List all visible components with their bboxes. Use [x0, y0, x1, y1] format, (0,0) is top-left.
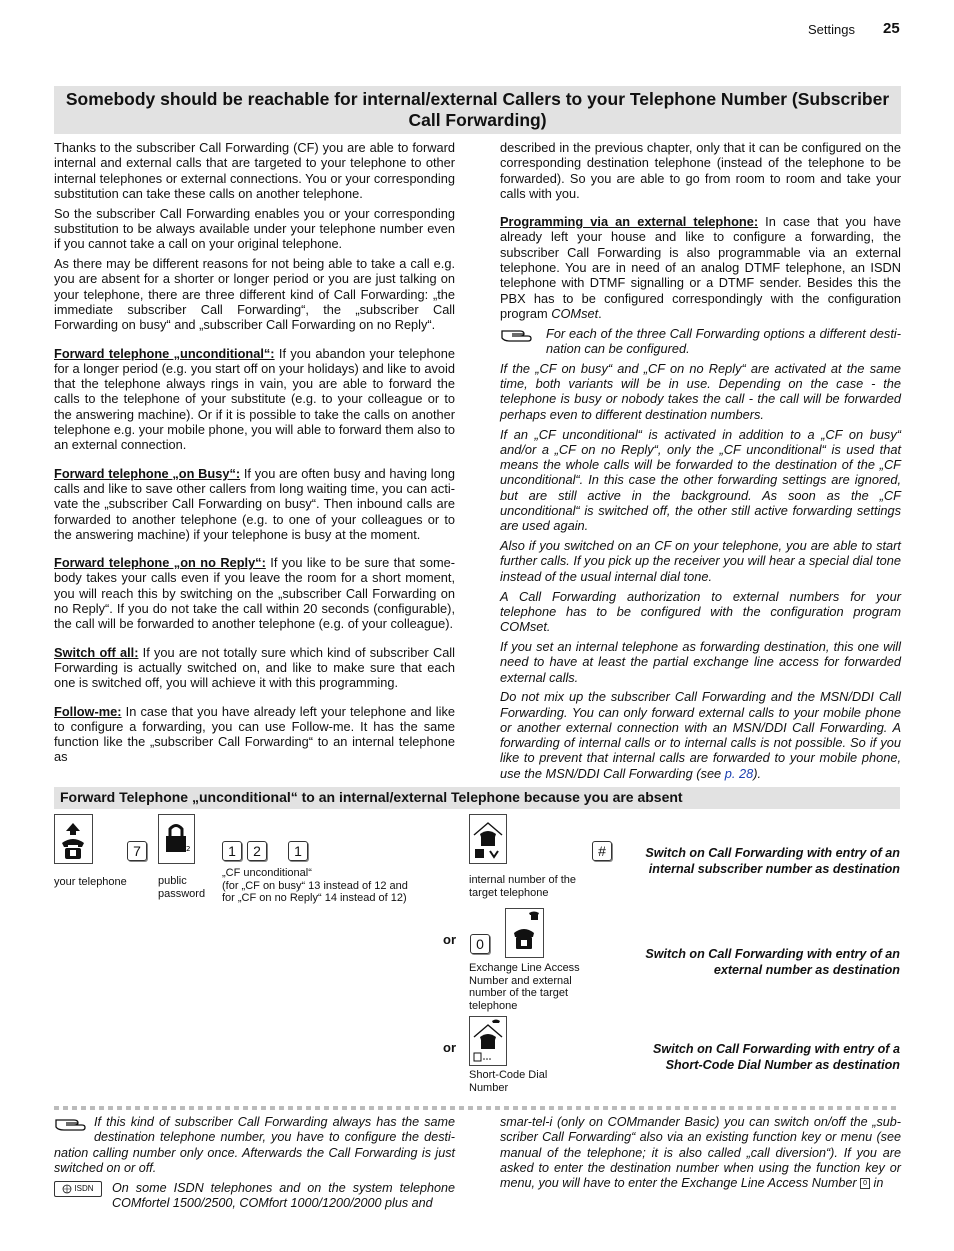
paragraph-busy: Forward telephone „on Busy“: If you are often busy and having long calls and like to save other callers from long waiting time, you can activate the „subscriber Call Forwarding on busy“. Then inbound calls are forwarded to another telephone (e.g. to one of your colleagues or to the answering machine) if your telephone is busy at the moment.	[54, 465, 455, 542]
italic-paragraph: Do not mix up the subscriber Call Forwarding and the MSN/DDI Call Forwarding. You can only forward external calls to your mobile phone or another external connection with an MSN/DDI Call Forwarding. A forwarding of internal calls or to internal calls is not possible. So if you like to prevent that internal calls are forwarded to your mobile phone, use the MSN/DDI Call Forwarding (see p. 28).	[500, 689, 901, 781]
lead-noreply: Forward telephone „on no Reply“:	[54, 555, 266, 571]
caption-internal-number: internal number of the target telephone	[469, 874, 577, 899]
caption-exchange-line: Exchange Line Access Number and external number of the target telephone	[469, 962, 580, 1012]
italic-paragraph: If an „CF unconditional“ is activated in addition to a „CF on busy“ and/or a „CF on no Reply“, only the „CF unconditional“ is used that means the whole calls will be forwarded to the destination of the „CF unconditional“. In this case the other forwarding settings are ignored, but are still active in the background. As soon as the „CF unconditional“ is switched off, the other still active forwarding settings are used again.	[500, 426, 901, 534]
running-header-section: Settings	[808, 22, 855, 37]
padlock-icon	[158, 814, 195, 864]
caption-your-telephone: your telephone	[54, 876, 127, 888]
caption-public-password: public password	[158, 875, 206, 900]
short-code-icon	[469, 1016, 507, 1066]
lead-unconditional: Forward telephone „unconditional“:	[54, 345, 275, 361]
right-column	[500, 140, 901, 786]
key-hash: #	[592, 841, 612, 861]
action-short-code: Switch on Call Forwarding with entry of a Short-Code Dial Number as destination	[653, 1042, 900, 1072]
pointing-hand-icon	[500, 326, 538, 357]
italic-paragraph: If the „CF on busy“ and „CF on no Reply“ are activated at the same time, both variants will be in use. Depending on the case - the telephone is busy or nobody takes the call - the call will be forwarded perhaps even to different destination numbers.	[500, 360, 901, 422]
page-link[interactable]: p. 28	[724, 765, 754, 781]
key-2: 2	[247, 841, 267, 861]
action-external: Switch on Call Forwarding with entry of an external number as destination	[645, 947, 900, 977]
dotted-separator	[54, 1106, 900, 1110]
globe-icon	[62, 1184, 72, 1194]
key-7: 7	[127, 841, 147, 861]
paragraph-programming: Programming via an external telephone: In case that you have already left your house and like to configure a forwarding, the subscriber Call Forwarding is also programmable via an external telephone. You are in need of an analog DTMF telephone, an ISDN telephone with DTMF signalling or a DTMF sender. Besides this the PBX has to be configured correspondingly with the configuration program COMset.	[500, 214, 901, 321]
or-label: or	[443, 932, 456, 947]
italic-paragraph: If you set an internal telephone as forwarding destination, this one will need to have at least the partial exchange line access for forwarded external calls.	[500, 638, 901, 685]
key-1: 1	[288, 841, 308, 861]
main-heading: Somebody should be reachable for internal/external Callers to your Telephone Number (Subscriber Call Forwarding)	[65, 89, 890, 130]
isdn-note: ISDN On some ISDN telephones and on the system telephone COMfortel 1500/2500, COMfort 1000/1200/2000 plus and	[54, 1181, 455, 1212]
lead-followme: Follow-me:	[54, 703, 122, 719]
left-column	[54, 140, 455, 769]
procedure-heading: Forward Telephone „unconditional“ to an internal/external Telephone because you are absent	[60, 789, 683, 805]
paragraph: Thanks to the subscriber Call Forwarding (CF) you are able to forward internal and external calls that are targeted to your telephone to other internal telephones or external connections. You or your corresponding substitution can take these calls on another telephone.	[54, 140, 455, 201]
svg-text:2: 2	[186, 845, 191, 853]
action-internal: Switch on Call Forwarding with entry of an internal subscriber number as destination	[645, 846, 900, 876]
key-0: 0	[470, 934, 490, 954]
telephone-icon	[54, 814, 93, 864]
pointing-hand-icon	[54, 1115, 94, 1132]
note: For each of the three Call Forwarding options a different destination can be configured.	[500, 326, 901, 357]
bottom-right-text: smar-tel-i (only on COMmander Basic) you can switch on/off the „subscriber Call Forwarding“ also via an existing function key or menu (see manual of the telephone; it is also called „call diversion“). If you are asked to enter the destination number when using the function key or menu, you will have to enter the Exchange Line Access Number 0 in	[500, 1115, 901, 1191]
bottom-note: If this kind of subscriber Call Forwarding always has the same destination telephone number, you have to configure the destination calling number only once. Afterwards the Call Forwarding is just switched on or off.	[54, 1115, 455, 1175]
paragraph-followme: Follow-me: In case that you have already left your telephone and like to configure a forwarding, you can use Follow-me. It has the same function like the „subscriber Call Forwarding“ to an internal telephone as	[54, 703, 455, 765]
paragraph: As there may be different reasons for not being able to take a call e.g. you are absent for a shorter or longer period or you are just talking on your telephone, there are three different kind of Call Forwarding: „the immediate subscriber Call Forwarding“, the „subscriber Call Forwarding on busy“ and „subscriber Call Forwarding on no Reply“.	[54, 256, 455, 333]
isdn-badge: ISDN	[54, 1181, 102, 1197]
external-phone-icon	[505, 908, 544, 958]
italic-paragraph: A Call Forwarding authorization to external numbers for your telephone has to be configured with the configuration program COMset.	[500, 588, 901, 635]
caption-short-code: Short-Code Dial Number	[469, 1069, 548, 1094]
lead-switchoff: Switch off all:	[54, 644, 139, 660]
paragraph-noreply: Forward telephone „on no Reply“: If you like to be sure that somebody takes your calls even if you leave the room for a short moment, you will reach this by switching on the „subscriber Call Forwarding on no Reply“. If you do not take the call within 20 seconds (configurable), the call will be forwarded to another telephone (e.g. of your colleague).	[54, 555, 455, 632]
page-number: 25	[883, 20, 900, 37]
paragraph-unconditional: Forward telephone „unconditional“: If you abandon your telephone for a longer period (e.g. you start off on your holidays) and like to avoid that the telephone always rings in vain, you are able to forward the calls to the telephone of your substitute (e.g. to your colleague or to the answering machine). Or if it is possible to take the calls on another telephone e.g. your mobile phone, you will able to forward them also to an external connection.	[54, 345, 455, 453]
lead-programming: Programming via an external telephone:	[500, 214, 759, 230]
lead-busy: Forward telephone „on Busy“:	[54, 465, 241, 481]
caption-cf-unconditional: „CF unconditional“ (for „CF on busy“ 13 instead of 12 and for „CF on no Reply“ 14 instead of 12)	[222, 867, 408, 905]
paragraph-switchoff: Switch off all: If you are not totally sure which kind of subscriber Call Forwarding is actually switched on, and like to make sure that each one is switched off, you will achieve it with this programming.	[54, 644, 455, 691]
key-1: 1	[222, 841, 242, 861]
italic-paragraph: Also if you switched on an CF on your telephone, you are able to start further calls. If you pick up the receiver you will hear a special dial tone instead of the usual internal dial tone.	[500, 538, 901, 584]
paragraph: So the subscriber Call Forwarding enables you or your corresponding substitution to be always available under your telephone number even if you cannot take a call on your original telephone.	[54, 205, 455, 252]
paragraph: described in the previous chapter, only that it can be configured on the corresponding destination telephone (instead of the telephone to be forwarded). So you are able to go from room to room and take your calls with you.	[500, 140, 901, 201]
internal-phone-icon	[469, 814, 507, 864]
key-0-small: 0	[860, 1178, 870, 1189]
or-label: or	[443, 1040, 456, 1055]
